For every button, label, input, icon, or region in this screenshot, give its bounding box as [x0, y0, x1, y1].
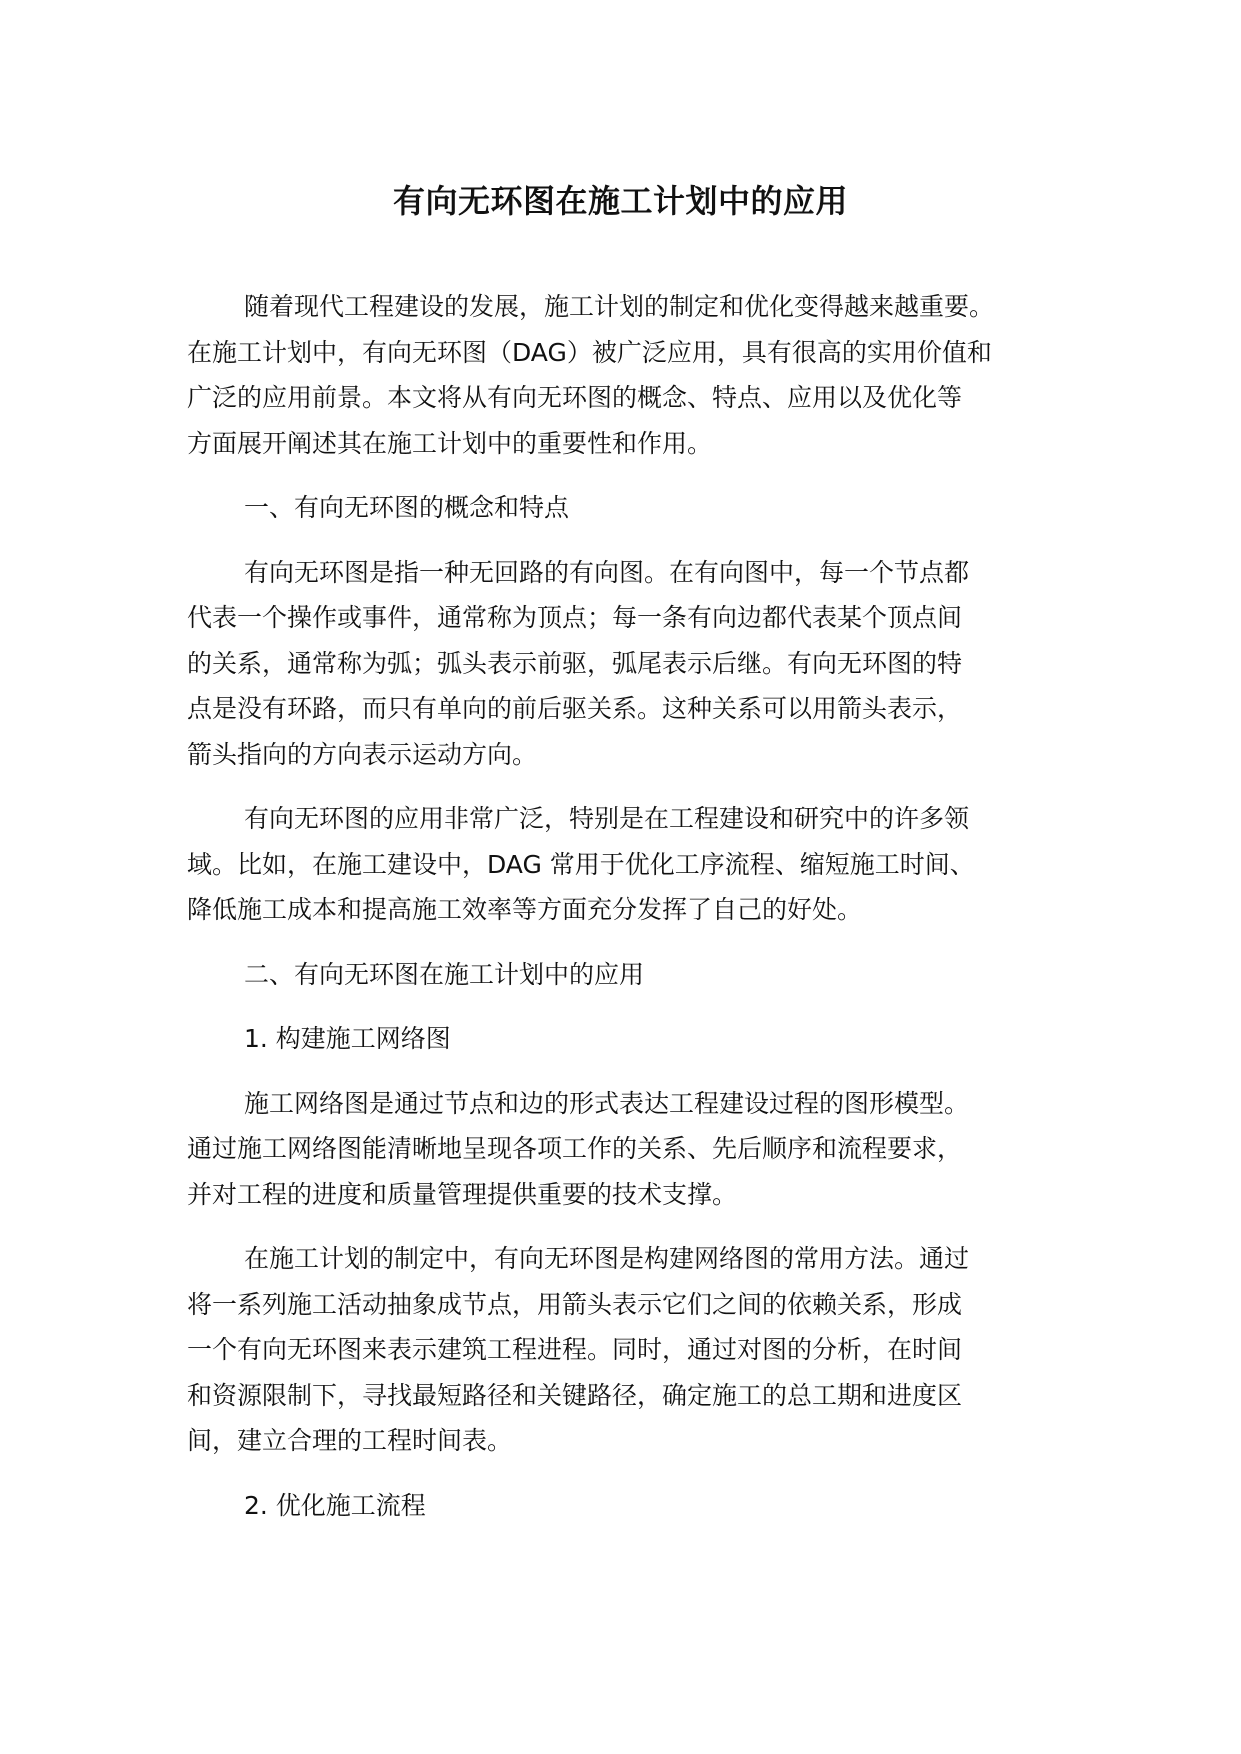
section-heading-2: 二、有向无环图在施工计划中的应用	[244, 959, 645, 989]
document-title: 有向无环图在施工计划中的应用	[392, 182, 848, 220]
network-diagram-paragraph: 施工网络图是通过节点和边的形式表达工程建设过程的图形模型。 通过施工网络图能清晰地呈现各项工作的关系、先后顺序和流程要求， 并对工程的进度和质量管理提供重要的技术支撑。	[187, 1088, 970, 1209]
planning-paragraph: 在施工计划的制定中，有向无环图是构建网络图的常用方法。通过 将一系列施工活动抽象成节点，用箭头表示它们之间的依赖关系，形成 一个有向无环图来表示建筑工程进程。同时，通过对图的分析，在时间 和资源限制下，寻找最短路径和关键路径，确定施工的总工期和进度区 间，建立合理的工程时间表。	[187, 1244, 970, 1455]
document-body	[187, 284, 1077, 1547]
subsection-heading-2: 2. 优化施工流程	[244, 1490, 426, 1520]
section-heading-1: 一、有向无环图的概念和特点	[244, 493, 570, 522]
subsection-heading-1: 1. 构建施工网络图	[244, 1024, 451, 1053]
dag-application-paragraph: 有向无环图的应用非常广泛，特别是在工程建设和研究中的许多领 域。比如，在施工建设中，DAG 常用于优化工序流程、缩短施工时间、 降低施工成本和提高施工效率等方面充分发挥了自己的好处。	[187, 804, 975, 924]
intro-paragraph: 随着现代工程建设的发展，施工计划的制定和优化变得越来越重要。 在施工计划中，有向无环图（DAG）被广泛应用，具有很高的实用价值和 广泛的应用前景。本文将从有向无环图的概念、特点、应用以及优化等 方面展开阐述其在施工计划中的重要性和作用。	[187, 292, 995, 458]
dag-definition-paragraph: 有向无环图是指一种无回路的有向图。在有向图中，每一个节点都 代表一个操作或事件，通常称为顶点；每一条有向边都代表某个顶点间 的关系，通常称为弧；弧头表示前驱，弧尾表示后继。有向无环图的特 点是没有环路，而只有单向的前后驱关系。这种关系可以用箭头表示， 箭头指向的方向表示运动方向。	[187, 557, 970, 769]
